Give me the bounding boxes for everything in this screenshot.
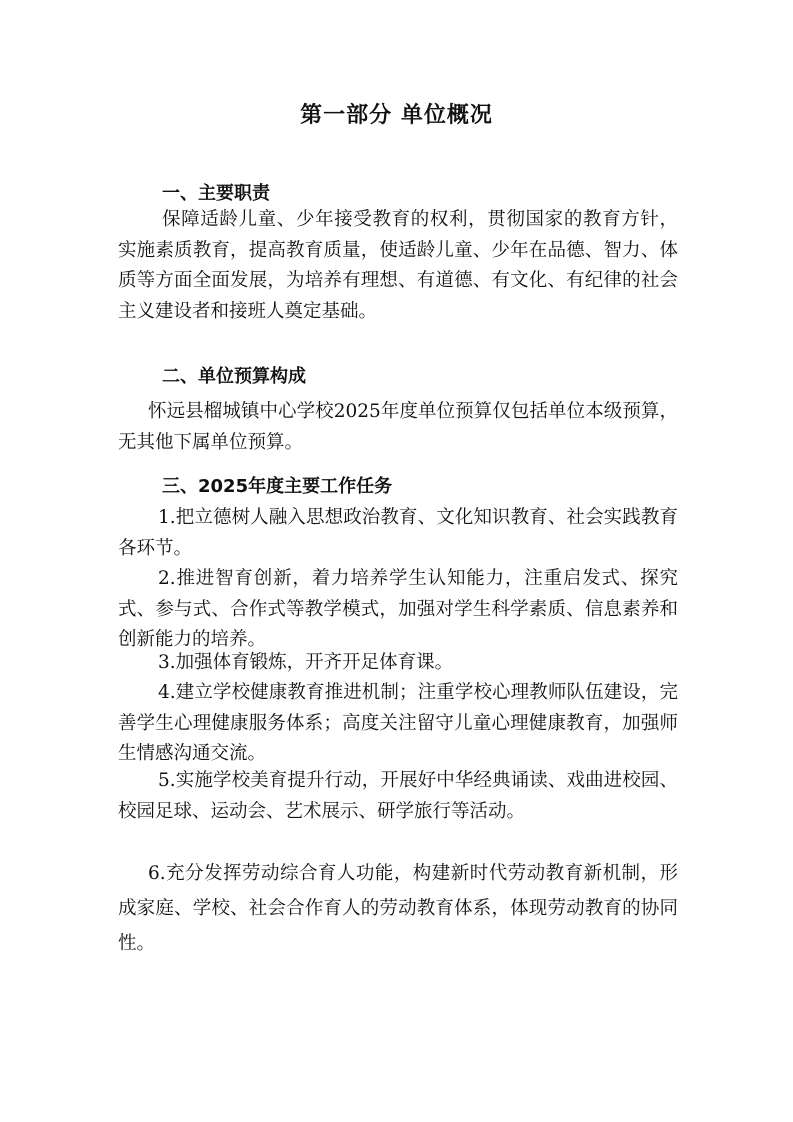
- page-title: 第一部分 单位概况: [300, 103, 493, 128]
- task-item: 5.实施学校美育提升行动，开展好中华经典诵读、戏曲进校园、校园足球、运动会、艺术展示、研学旅行等活动。: [118, 770, 678, 822]
- task-item: 2.推进智育创新，着力培养学生认知能力，注重启发式、探究式、参与式、合作式等教学模式，加强对学生科学素质、信息素养和创新能力的培养。: [118, 568, 678, 650]
- section-heading-budget-composition: 二、单位预算构成: [162, 366, 306, 387]
- task-item: 6.充分发挥劳动综合育人功能，构建新时代劳动教育新机制，形成家庭、学校、社会合作育人的劳动教育体系，体现劳动教育的协同性。: [118, 863, 678, 954]
- duties-paragraph: 保障适龄儿童、少年接受教育的权利，贯彻国家的教育方针，实施素质教育，提高教育质量，使适龄儿童、少年在品德、智力、体质等方面全面发展，为培养有理想、有道德、有文化、有纪律的社会主义建设者和接班人奠定基础。: [118, 209, 678, 322]
- task-item: 3.加强体育锻炼，开齐开足体育课。: [158, 652, 454, 673]
- section-heading-duties: 一、主要职责: [162, 183, 270, 204]
- section-heading-main-tasks: 三、2025年度主要工作任务: [162, 476, 393, 497]
- task-item: 1.把立德树人融入思想政治教育、文化知识教育、社会实践教育各环节。: [118, 507, 678, 559]
- budget-composition-paragraph: 怀远县榴城镇中心学校2025年度单位预算仅包括单位本级预算，无其他下属单位预算。: [118, 401, 678, 453]
- task-item: 4.建立学校健康教育推进机制；注重学校心理教师队伍建设，完善学生心理健康服务体系；高度关注留守儿童心理健康教育，加强师生情感沟通交流。: [118, 682, 678, 764]
